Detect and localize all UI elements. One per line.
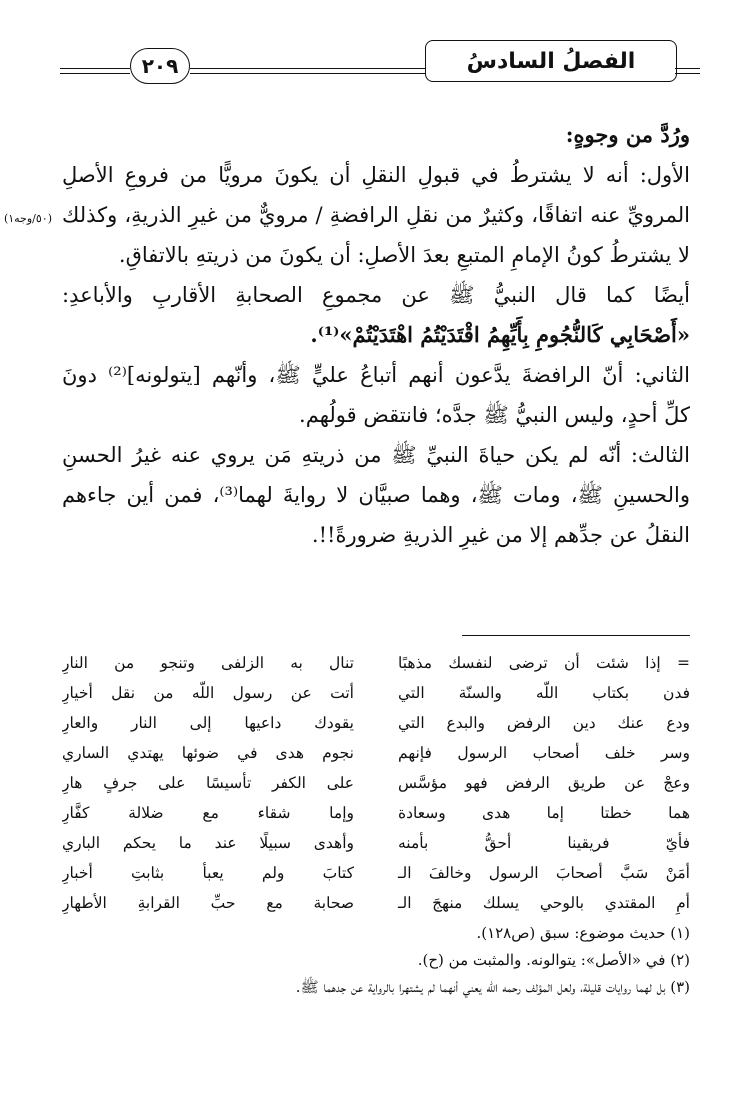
text-line: النقلُ عن جدِّهم إلا من غيرِ الذريةِ ضرورةً!!. — [311, 523, 690, 547]
verse-second-half: وإما شقاء مع ضلالة كفَّارِ — [62, 804, 354, 822]
poem-verse — [62, 678, 690, 708]
verse-second-half: يقودك داعيها إلى النار والعارِ — [62, 714, 354, 732]
page-number: ٢٠٩ — [130, 48, 190, 84]
poem-verse — [62, 738, 690, 768]
poem-verse — [62, 708, 690, 738]
verse-first-half: أمِ المقتدي بالوحي يسلك منهجَ الـ — [398, 894, 690, 912]
poem — [62, 648, 690, 918]
text-line: ورُدَّ من وجوهٍ: — [565, 122, 690, 147]
page-header — [60, 38, 700, 88]
hadith-quote: «أَصْحَابِي كَالنُّجُومِ بِأَيِّهِمُ اقْتَدَيْتُمُ اهْتَدَيْتُمْ»⁽¹⁾. — [310, 322, 690, 347]
verse-first-half: وسر خلف أصحاب الرسول فإنهم — [398, 744, 690, 762]
text-line: الثالث: أنّه لم يكن حياةَ النبيِّ ﷺ من ذريتهِ مَن يروي عنه غيرُ الحسنِ — [62, 443, 690, 467]
verse-first-half: فأيّ فريقينا أحقُّ بأمنه — [398, 834, 690, 852]
poem-verse — [62, 798, 690, 828]
verse-second-half: على الكفر تأسيسًا على جرفٍ هارِ — [62, 774, 354, 792]
margin-note: (٥٠/وجه١) — [3, 212, 52, 225]
verse-first-half: = إذا شئت أن ترضى لنفسك مذهبًا — [398, 654, 690, 672]
verse-second-half: أتت عن رسول اللّه من نقل أخيارِ — [62, 684, 354, 702]
verse-first-half: هما خطتا إما هدى وسعادة — [398, 804, 690, 822]
verse-second-half: نجوم هدى في ضوئها يهتدي الساري — [62, 744, 354, 762]
text-line: الثاني: أنّ الرافضةَ يدَّعون أنهم أتباعُ عليٍّ ﷺ، وأنّهم [يتولونه]⁽²⁾ دونَ — [62, 363, 690, 387]
verse-first-half: أمَنْ سَبَّ أصحابَ الرسول وخالفَ الـ — [398, 864, 690, 882]
poem-verse — [62, 768, 690, 798]
text-line: المرويِّ عنه اتفاقًا، وكثيرٌ من نقلِ الرافضةِ / مرويٌّ من غيرِ الذريةِ، وكذلك — [62, 203, 690, 227]
main-text — [62, 115, 690, 555]
text-line: الأول: أنه لا يشترطُ في قبولِ النقلِ أن يكونَ مرويًّا من فروعِ الأصلِ — [62, 163, 690, 187]
footnote-divider — [462, 635, 690, 636]
verse-second-half: تنال به الزلفى وتنجو من النارِ — [62, 654, 354, 672]
poem-verse — [62, 828, 690, 858]
poem-verse — [62, 888, 690, 918]
text-line: كلِّ أحدٍ، وليس النبيُّ ﷺ جدَّه؛ فانتقض قولُهم. — [299, 403, 690, 427]
verse-first-half: وعجْ عن طريق الرفض فهو مؤسَّس — [398, 774, 690, 792]
text-line: لا يشترطُ كونُ الإمامِ المتبعِ بعدَ الأصلِ: أن يكونَ من ذريتهِ بالاتفاقِ. — [118, 243, 690, 267]
footnote: (١) حديث موضوع: سبق (ص١٢٨). — [476, 924, 690, 942]
verse-second-half: صحابة مع حبِّ القرابةِ الأطهارِ — [62, 894, 354, 912]
verse-first-half: ودع عنك دين الرفض والبدع التي — [398, 714, 690, 732]
poem-verse — [62, 648, 690, 678]
text-line: والحسينِ ﷺ، ومات ﷺ، وهما صبيَّان لا روايةَ لهما⁽³⁾، فمن أين جاءهم — [62, 483, 690, 507]
header-rule-middle — [190, 68, 425, 74]
poem-verse — [62, 858, 690, 888]
verse-second-half: كتابَ ولم يعبأ بثابتِ أخبارِ — [62, 864, 354, 882]
text-line: أيضًا كما قال النبيُّ ﷺ عن مجموعِ الصحابةِ الأقاربِ والأباعدِ: — [62, 283, 690, 307]
footnotes — [62, 920, 690, 1001]
footnote: (٢) في «الأصل»: يتوالونه. والمثبت من (ح). — [417, 951, 690, 969]
footnote: (٣) بل لهما روايات قليلة، ولعل المؤلف رحمه الله يعني أنهما لم يشتهرا بالرواية عن جدهما ﷺ. — [295, 978, 690, 996]
header-rule-right — [675, 68, 700, 74]
verse-first-half: فدن بكتاب اللّه والسنّة التي — [398, 684, 690, 702]
chapter-title: الفصلُ السادسُ — [425, 40, 677, 82]
header-rule-left — [60, 68, 130, 74]
verse-second-half: وأهدى سبيلًا عند ما يحكم الباري — [62, 834, 354, 852]
